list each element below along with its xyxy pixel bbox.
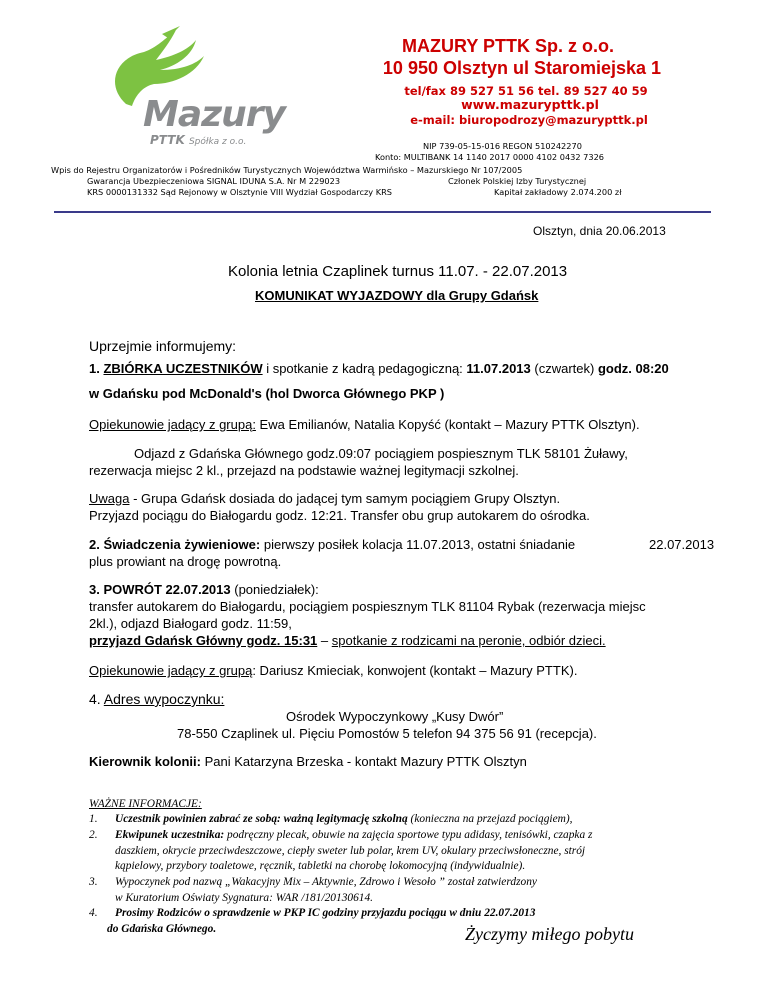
guardians-1-names: Ewa Emilianów, Natalia Kopyść (kontakt – Mazury PTTK Olsztyn). <box>255 417 640 432</box>
info-1-bold: Uczestnik powinien zabrać ze sobą: ważną legitymację szkolną <box>115 813 408 825</box>
guardians-2-names: : Dariusz Kmieciak, konwojent (kontakt – Mazury PTTK). <box>252 663 578 678</box>
closing-wish: Życzymy miłego pobytu <box>465 924 634 944</box>
note-line-1 <box>89 491 560 506</box>
info-3-line: Wypoczynek pod nazwą „Wakacyjny Mix – Aktywnie, Zdrowo i Wesoło ” został zatwierdzony <box>115 876 537 888</box>
section-3-departure: 2kl.), odjazd Białogard godz. 11:59, <box>89 616 292 631</box>
note-label: Uwaga <box>89 491 130 506</box>
section-1-date: 11.07.2013 <box>466 361 531 376</box>
info-1-number: 1. <box>89 813 98 825</box>
company-phone: tel/fax 89 527 51 56 tel. 89 527 40 59 <box>404 84 648 98</box>
section-1-line <box>89 361 669 376</box>
logo-pttk-text: PTTK <box>150 133 185 147</box>
departure-line-2: rezerwacja miejsc 2 kl., przejazd na podstawie ważnej legitymacji szkolnej. <box>89 463 519 478</box>
camp-leader-label: Kierownik kolonii: <box>89 754 201 769</box>
section-3-dash: – <box>317 633 332 648</box>
departure-line-1: Odjazd z Gdańska Głównego godz.09:07 pociągiem pospiesznym TLK 58101 Żuławy, <box>134 446 628 461</box>
document-subtitle: KOMUNIKAT WYJAZDOWY dla Grupy Gdańsk <box>255 288 539 303</box>
company-name: MAZURY PTTK Sp. z o.o. <box>402 36 614 56</box>
info-1-rest: (konieczna na przejazd pociągiem), <box>407 813 573 825</box>
nip-regon: NIP 739-05-15-016 REGON 510242270 <box>423 141 582 151</box>
info-3-line-2: w Kuratorium Oświaty Sygnatura: WAR /181/20130614. <box>115 892 374 904</box>
section-3-arrival-line <box>89 633 606 648</box>
company-address: 10 950 Olsztyn ul Staromiejska 1 <box>382 58 662 78</box>
info-1-line <box>115 813 573 825</box>
logo-word: Mazury <box>143 94 285 135</box>
bank-account: Konto: MULTIBANK 14 1140 2017 0000 4102 0432 7326 <box>375 152 605 162</box>
section-2-heading: 2. Świadczenia żywieniowe: <box>89 537 261 552</box>
section-2-line <box>89 537 575 552</box>
guardians-1-line <box>89 417 640 432</box>
info-4-line: Prosimy Rodziców o sprawdzenie w PKP IC godziny przyjazdu pociągu w dniu 22.07.2013 <box>115 907 536 919</box>
info-2-line <box>115 829 592 841</box>
guardians-2-label: Opiekunowie jadący z grupą <box>89 663 253 678</box>
section-3-meeting: spotkanie z rodzicami na peronie, odbiór dzieci. <box>331 633 606 648</box>
section-1-heading: ZBIÓRKA UCZESTNIKÓW <box>103 361 263 376</box>
company-email[interactable]: e-mail: biuropodrozy@mazurypttk.pl <box>410 113 648 127</box>
resort-name: Ośrodek Wypoczynkowy „Kusy Dwór” <box>286 709 504 724</box>
section-4-line <box>89 691 224 707</box>
logo-spolka: Spółka z o.o. <box>188 137 247 147</box>
section-4-number: 4. <box>89 691 104 707</box>
company-website[interactable]: www.mazurypttk.pl <box>461 97 599 112</box>
info-2-number: 2. <box>89 829 98 841</box>
greeting: Uprzejmie informujemy: <box>89 338 237 354</box>
info-4-line-2: do Gdańska Głównego. <box>107 923 217 935</box>
section-2-text: pierwszy posiłek kolacja 11.07.2013, ostatni śniadanie <box>260 537 576 552</box>
info-2-line-2: daszkiem, okrycie przeciwdeszczowe, ciepły sweter lub polar, krem UV, okulary przeciwsłoneczne, strój <box>115 845 586 857</box>
section-2-date: 22.07.2013 <box>649 537 715 552</box>
registry-entry: Wpis do Rejestru Organizatorów i Pośredników Turystycznych Województwa Warmińsko – Mazurskiego Nr 107/2005 <box>51 165 523 175</box>
info-2-rest: podręczny plecak, obuwie na zajęcia sportowe typu adidasy, tenisówki, czapka z <box>224 829 593 841</box>
info-heading: WAŻNE INFORMACJE: <box>89 798 202 810</box>
info-2-line-3: kąpielowy, przybory toaletowe, ręcznik, tabletki na chorobę lokomocyjną (indywidualnie). <box>115 860 526 872</box>
section-1-number: 1. <box>89 361 100 376</box>
section-1-place: w Gdańsku pod McDonald's (hol Dworca Głównego PKP ) <box>89 386 445 401</box>
info-3-number: 3. <box>89 876 98 888</box>
document-title: Kolonia letnia Czaplinek turnus 11.07. - 22.07.2013 <box>228 263 568 280</box>
camp-leader-line <box>89 754 527 769</box>
guardians-1-label: Opiekunowie jadący z grupą: <box>89 417 256 432</box>
section-3-day: (poniedziałek): <box>230 582 319 597</box>
share-capital: Kapitał zakładowy 2.074.200 zł <box>494 187 622 197</box>
section-1-time: godz. 08:20 <box>597 361 669 376</box>
note-line-2: Przyjazd pociągu do Białogardu godz. 12:21. Transfer obu grup autokarem do ośrodka. <box>89 508 590 523</box>
section-2-line-2: plus prowiant na drogę powrotną. <box>89 554 282 569</box>
section-3-transfer: transfer autokarem do Białogardu, pociągiem pospiesznym TLK 81104 Rybak (rezerwacja miejsc <box>89 599 646 614</box>
section-3-line <box>89 582 319 597</box>
insurance-guarantee: Gwarancja Ubezpieczeniowa SIGNAL IDUNA S.A. Nr M 229023 <box>87 176 341 186</box>
logo-pttk <box>150 133 246 147</box>
note-text: - Grupa Gdańsk dosiada do jadącej tym samym pociągiem Grupy Olsztyn. <box>129 491 561 506</box>
info-2-bold: Ekwipunek uczestnika: <box>115 829 225 841</box>
document-date: Olsztyn, dnia 20.06.2013 <box>533 224 666 238</box>
krs-entry: KRS 0000131332 Sąd Rejonowy w Olsztynie VIII Wydział Gospodarczy KRS <box>87 187 392 197</box>
section-4-heading: Adres wypoczynku: <box>103 691 225 707</box>
chamber-member: Członek Polskiej Izby Turystycznej <box>448 176 587 186</box>
section-1-day: (czwartek) <box>530 361 598 376</box>
section-3-arrival: przyjazd Gdańsk Główny godz. 15:31 <box>89 633 318 648</box>
guardians-2-line <box>89 663 577 678</box>
section-3-heading: 3. POWRÓT 22.07.2013 <box>89 582 231 597</box>
info-4-number: 4. <box>89 907 98 919</box>
header-divider <box>54 211 711 213</box>
section-1-mid: i spotkanie z kadrą pedagogiczną: <box>262 361 467 376</box>
camp-leader-text: Pani Katarzyna Brzeska - kontakt Mazury PTTK Olsztyn <box>200 754 527 769</box>
resort-address: 78-550 Czaplinek ul. Pięciu Pomostów 5 telefon 94 375 56 91 (recepcja). <box>177 726 597 741</box>
